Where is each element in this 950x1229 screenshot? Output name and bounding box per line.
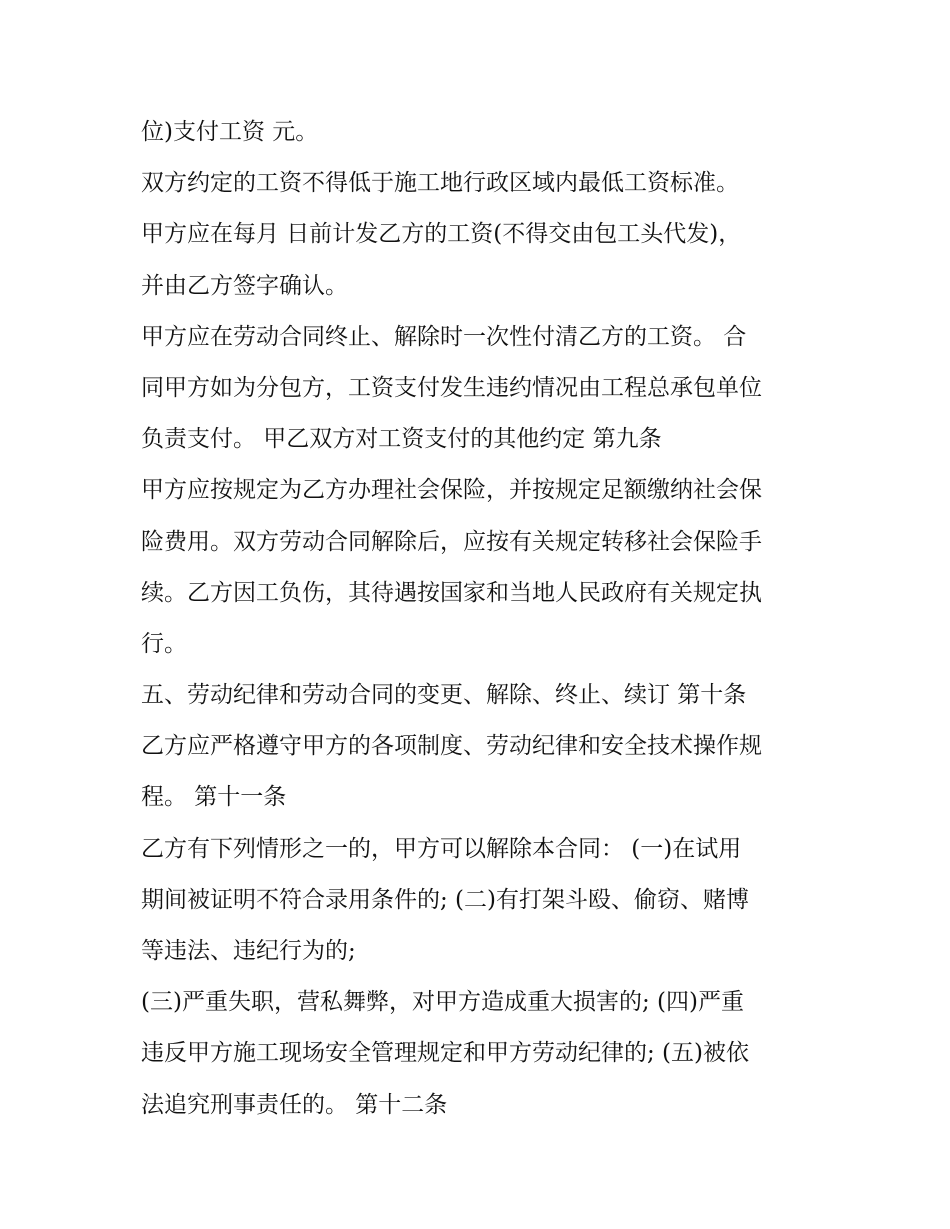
text-line: 乙方有下列情形之一的，甲方可以解除本合同： (一)在试用 (141, 835, 742, 862)
text-line: 甲方应在劳动合同终止、解除时一次性付清乙方的工资。 合 (141, 323, 747, 350)
text-line: 位)支付工资 元。 (141, 119, 319, 145)
text-line: 甲方应在每月 日前计发乙方的工资(不得交由包工头代发)， (141, 221, 742, 248)
section-heading-line: 五、劳动纪律和劳动合同的变更、解除、终止、续订 第十条 (141, 682, 747, 709)
document-body (141, 107, 831, 1131)
text-line: 期间被证明不符合录用条件的; (二)有打架斗殴、偷窃、赌博 (141, 886, 750, 913)
text-line: (三)严重失职，营私舞弊，对甲方造成重大损害的; (四)严重 (141, 989, 744, 1016)
text-line: 并由乙方签字确认。 (141, 272, 348, 299)
text-line: 乙方应严格遵守甲方的各项制度、劳动纪律和安全技术操作规 (141, 733, 762, 760)
text-line: 程。 第十一条 (141, 784, 287, 811)
text-line: 违反甲方施工现场安全管理规定和甲方劳动纪律的; (五)被依 (141, 1040, 750, 1067)
text-line: 双方约定的工资不得低于施工地行政区域内最低工资标准。 (141, 170, 739, 197)
text-line: 行。 (141, 630, 187, 657)
text-line: 续。乙方因工负伤，其待遇按国家和当地人民政府有关规定执 (141, 579, 762, 606)
text-line: 险费用。双方劳动合同解除后，应按有关规定转移社会保险手 (141, 528, 762, 555)
text-line: 负责支付。 甲乙双方对工资支付的其他约定 第九条 (141, 426, 662, 453)
text-line: 等违法、违纪行为的; (141, 938, 356, 964)
text-line: 法追究刑事责任的。 第十二条 (141, 1091, 448, 1118)
text-line: 甲方应按规定为乙方办理社会保险，并按规定足额缴纳社会保 (141, 477, 762, 504)
text-line: 同甲方如为分包方，工资支付发生违约情况由工程总承包单位 (141, 374, 762, 401)
